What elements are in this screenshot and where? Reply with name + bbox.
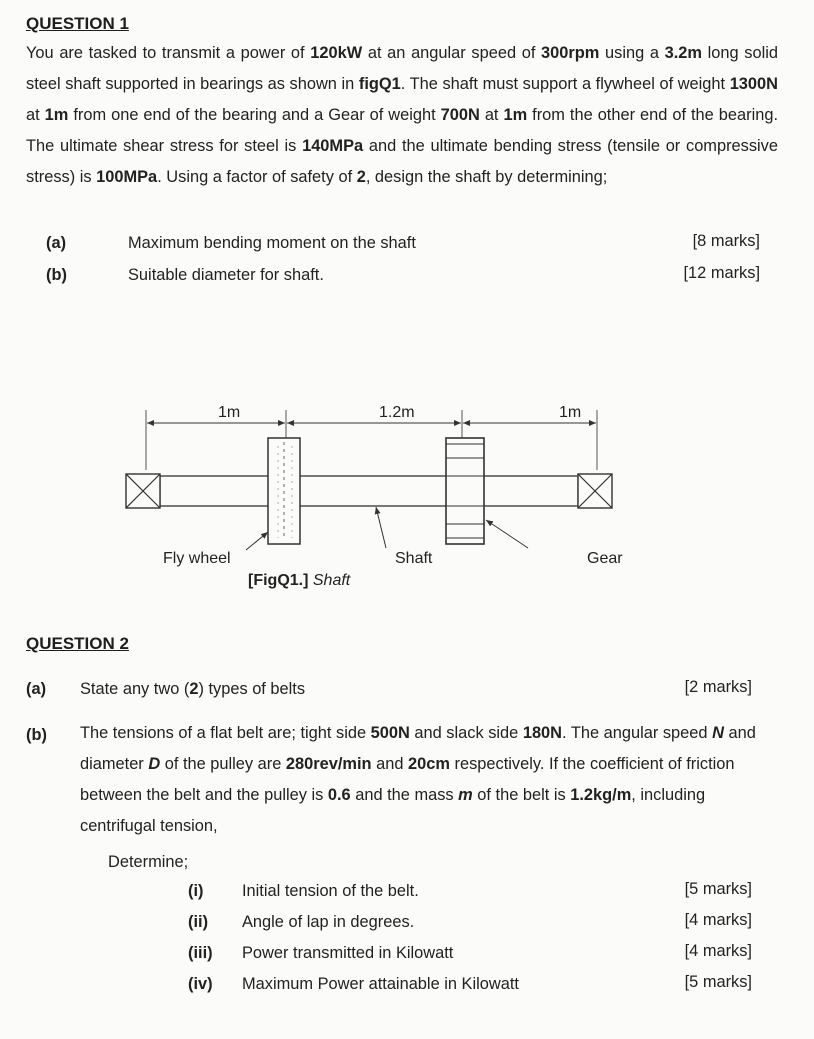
text-run: 1300N (729, 75, 778, 93)
text-run: respectively. If the coefficient of friction between the belt and the pulley is (80, 755, 735, 804)
text-run: of the belt is (472, 786, 571, 804)
q2-part-a-label: (a) (26, 680, 47, 698)
text-run: The tensions of a flat belt are; tight side (80, 724, 371, 742)
text-run: D (148, 755, 161, 773)
text-run: from one end of the bearing and a Gear of weight (68, 106, 441, 124)
q2-part-a-text-pre: State any two ( (80, 680, 190, 698)
text-run: . The shaft must support a flywheel of weight (400, 75, 730, 93)
text-run: 300rpm (541, 44, 600, 62)
text-run: . Using a factor of safety of (157, 168, 357, 186)
q1-part-a-marks: [8 marks] (692, 232, 760, 250)
q2-sub-i-label: (i) (188, 882, 204, 900)
q1-part-b-text: Suitable diameter for shaft. (128, 266, 324, 284)
q2-sub-iv-label: (iv) (188, 975, 213, 993)
q1-part-b-label: (b) (46, 266, 67, 284)
label-flywheel: Fly wheel (163, 550, 231, 567)
q2-sub-i-text: Initial tension of the belt. (242, 882, 419, 900)
text-run: N (712, 724, 724, 742)
text-run: , design the shaft by determining; (365, 168, 608, 186)
leader-flywheel (246, 532, 268, 550)
q1-part-b-marks: [12 marks] (683, 264, 760, 282)
text-run: and diameter (80, 724, 756, 773)
gear (446, 438, 484, 544)
q2-part-a-text (80, 678, 305, 700)
figure-caption-text: Shaft (308, 572, 351, 589)
figure-caption-label: [FigQ1.] (248, 572, 309, 589)
q2-part-b-label: (b) (26, 726, 47, 744)
question-1-intro (26, 38, 778, 193)
text-run: 0.6 (327, 786, 351, 804)
text-run: 3.2m (664, 44, 702, 62)
q2-sub-iii-text: Power transmitted in Kilowatt (242, 944, 454, 962)
label-gear: Gear (587, 550, 623, 567)
text-run: using a (599, 44, 665, 62)
question-2-title: QUESTION 2 (26, 634, 129, 653)
text-run: and the ultimate bending stress (tensile or compressive stress) is (26, 137, 778, 186)
bearing-left (126, 474, 160, 508)
text-run: 1m (503, 106, 528, 124)
text-run: 700N (440, 106, 480, 124)
q2-sub-i-marks: [5 marks] (684, 880, 752, 898)
text-run: of the pulley are (160, 755, 286, 773)
text-run: 20cm (408, 755, 450, 773)
text-run: at (26, 106, 45, 124)
q2-sub-iv-text: Maximum Power attainable in Kilowatt (242, 975, 519, 993)
text-run: at an angular speed of (362, 44, 542, 62)
q2-sub-iv-marks: [5 marks] (684, 973, 752, 991)
flywheel (268, 438, 300, 544)
dimension-label-middle: 1.2m (379, 404, 415, 421)
q2-part-a-text-post: ) types of belts (198, 680, 306, 698)
q2-sub-iii-marks: [4 marks] (684, 942, 752, 960)
q2-sub-ii-text: Angle of lap in degrees. (242, 913, 415, 931)
text-run: figQ1 (358, 75, 401, 93)
text-run: 2 (356, 168, 366, 186)
text-run: 180N (522, 724, 563, 742)
text-run: 120kW (310, 44, 363, 62)
q2-part-a-text-bold: 2 (189, 680, 199, 698)
q2-sub-ii-marks: [4 marks] (684, 911, 752, 929)
text-run: and the mass (350, 786, 459, 804)
q2-sub-iii-label: (iii) (188, 944, 213, 962)
bearing-right (578, 474, 612, 508)
q2-part-b-body (80, 718, 784, 842)
text-run: from the other end of the bearing. The ultimate shear stress for steel is (26, 106, 778, 155)
q2-determine: Determine; (108, 853, 189, 871)
q1-part-a-label: (a) (46, 234, 67, 252)
text-run: 1m (44, 106, 69, 124)
text-run: and (371, 755, 409, 773)
leader-shaft (376, 507, 386, 548)
dimension-label-right: 1m (559, 404, 582, 421)
text-run: , including centrifugal tension, (80, 786, 706, 835)
text-run: . The angular speed (562, 724, 713, 742)
text-run: at (479, 106, 504, 124)
q1-part-a-text: Maximum bending moment on the shaft (128, 234, 416, 252)
text-run: m (458, 786, 473, 804)
text-run: long solid steel shaft supported in bearings as shown in (26, 44, 778, 93)
figure-caption (248, 572, 350, 590)
q2-sub-ii-label: (ii) (188, 913, 209, 931)
leader-gear (486, 520, 528, 548)
text-run: 500N (370, 724, 410, 742)
text-run: You are tasked to transmit a power of (26, 44, 311, 62)
label-shaft: Shaft (395, 550, 433, 567)
text-run: 100MPa (96, 168, 158, 186)
q2-part-a-marks: [2 marks] (684, 678, 752, 696)
text-run: 140MPa (302, 137, 364, 155)
text-run: 280rev/min (285, 755, 372, 773)
dimension-label-left: 1m (218, 404, 241, 421)
shaft-body (160, 476, 578, 506)
question-1-title: QUESTION 1 (26, 14, 129, 33)
text-run: 1.2kg/m (570, 786, 632, 804)
text-run: and slack side (409, 724, 523, 742)
